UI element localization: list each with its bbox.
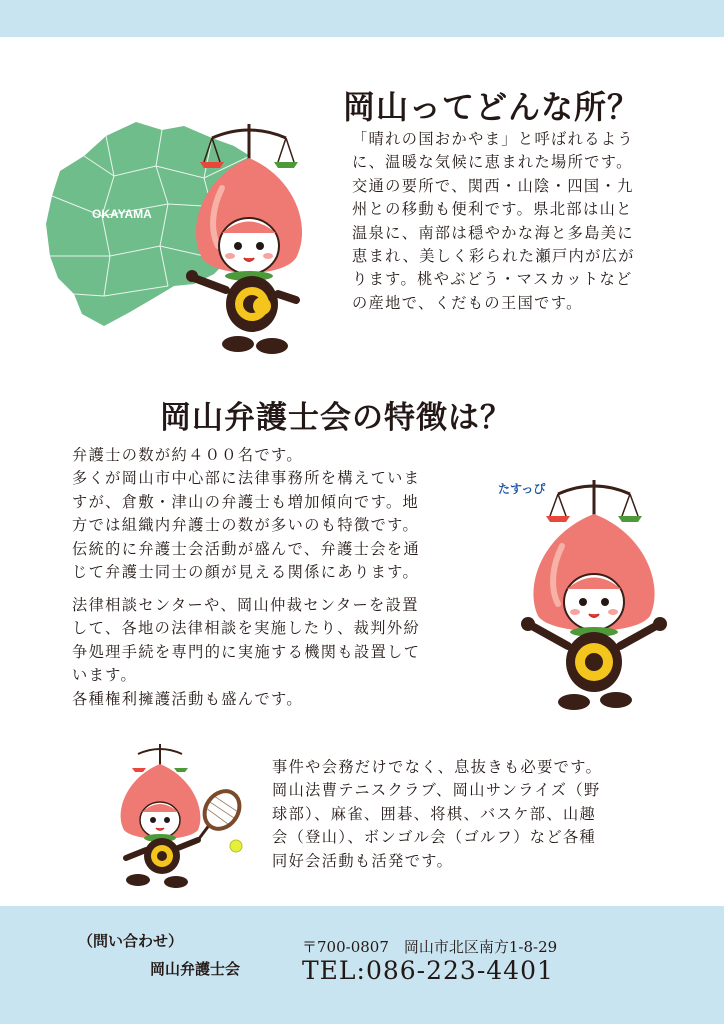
telephone-number: TEL:086-223-4401	[302, 956, 554, 985]
organization-name: 岡山弁護士会	[150, 960, 241, 978]
text-line: 恵まれ、美しく彩られた瀬戸内が広が	[352, 247, 635, 266]
text-line: 弁護士の数が約４００名です。	[72, 446, 304, 464]
map-label: OKAYAMA	[92, 207, 152, 221]
text-line: 争処理手続を専門的に実施する機関も設置して	[72, 642, 421, 661]
address: 〒700-0807 岡山市北区南方1-8-29	[302, 938, 558, 956]
text-line: 同好会活動も活発です。	[272, 851, 454, 870]
contact-label: （問い合わせ）	[78, 932, 184, 950]
text-line: 「晴れの国おかやま」と呼ばれるよう	[352, 130, 634, 148]
text-line: ります。桃やぶどう・マスカットなど	[352, 270, 633, 289]
text-line: 事件や会務だけでなく、息抜きも必要です。	[272, 758, 603, 776]
text-line: 州との移動も便利です。県北部は山と	[352, 200, 633, 219]
section1-description	[352, 128, 635, 315]
text-line: 交通の要所で、関西・山陰・四国・九	[352, 176, 634, 195]
tassuppi-mascot-arms-up	[512, 476, 672, 716]
text-line: 法律相談センターや、岡山仲裁センターを設置	[72, 596, 419, 614]
tassuppi-mascot-tennis	[110, 742, 250, 892]
section1-title: 岡山ってどんな所？	[343, 88, 641, 126]
text-line: 多くが岡山市中心部に法律事務所を構えていま	[72, 469, 421, 488]
top-band	[0, 0, 724, 37]
tassuppi-mascot-scale	[182, 118, 312, 358]
text-line: 球部）、麻雀、囲碁、将棋、バスケ部、山趣	[272, 804, 597, 823]
text-line: 会（登山）、ボンゴル会（ゴルフ）など各種	[272, 828, 597, 847]
text-line: 伝統的に弁護士会活動が盛んで、弁護士会を通	[72, 539, 421, 558]
text-line: 岡山法曹テニスクラブ、岡山サンライズ（野	[272, 781, 601, 800]
section2-paragraph-2	[72, 594, 420, 711]
text-line: に、温暖な気候に恵まれた場所です。	[352, 153, 633, 172]
section2-title: 岡山弁護士会の特徴は？	[160, 400, 512, 436]
text-line: して、各地の法律相談を実施したり、裁判外紛	[72, 619, 421, 638]
text-line: います。	[72, 666, 138, 685]
text-line: すが、倉敷・津山の弁護士も増加傾向です。地	[72, 492, 420, 511]
text-line: 方では組織内弁護士の数が多いのも特徴です。	[72, 516, 420, 535]
text-line: じて弁護士同士の顔が見える関係にあります。	[72, 563, 420, 582]
mascot-name-logo: たすっぴ	[498, 482, 546, 496]
section2-paragraph-1	[72, 444, 420, 584]
text-line: 温泉に、南部は穏やかな海と多島美に	[352, 223, 634, 242]
section3-description	[272, 756, 602, 873]
text-line: の産地で、くだもの王国です。	[352, 293, 583, 312]
text-line: 各種権利擁護活動も盛んです。	[72, 689, 304, 708]
